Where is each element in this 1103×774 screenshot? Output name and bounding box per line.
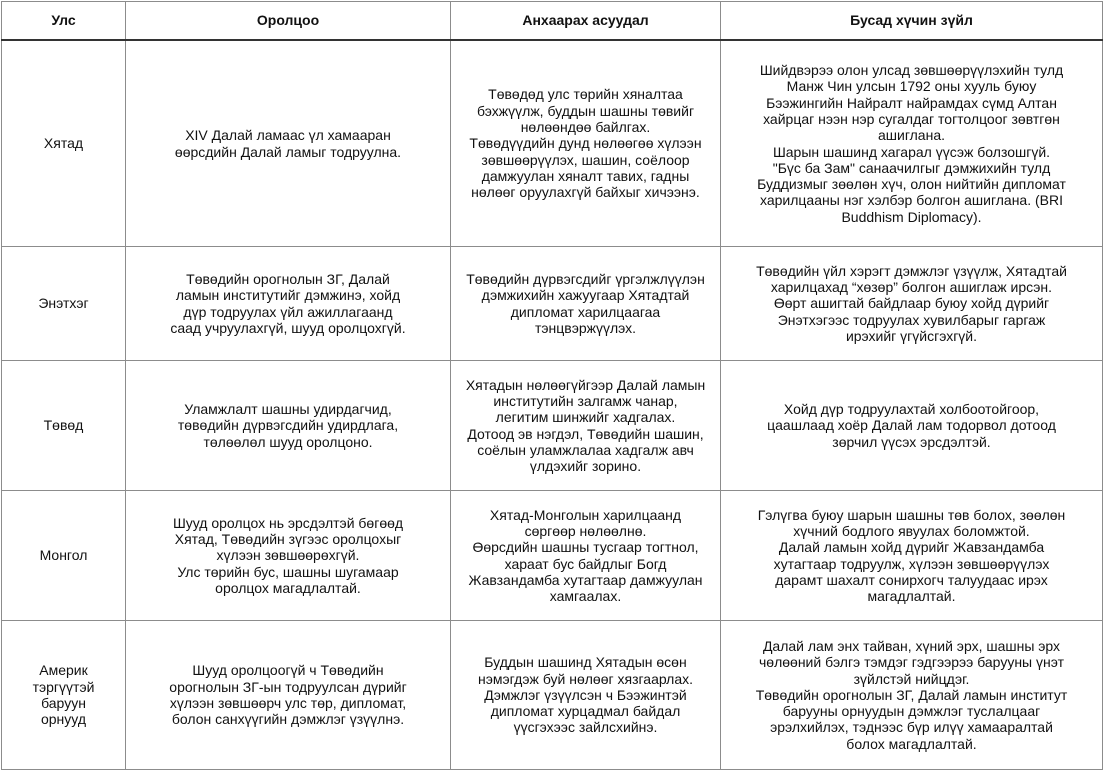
cell-country — [2, 621, 126, 770]
cell-concerns — [451, 247, 721, 361]
cell-country — [2, 491, 126, 621]
cell-other-factors — [721, 621, 1103, 770]
table-row — [2, 491, 1103, 621]
cell-participation — [126, 40, 451, 247]
header-country: Улс — [2, 2, 126, 41]
cell-participation — [126, 621, 451, 770]
header-participation: Оролцоо — [126, 2, 451, 41]
cell-country — [2, 40, 126, 247]
cell-text: Төвөдийн үйл хэрэгт дэмжлэг үзүүлж, Хятадтай харилцахад “хөзөр” болгон ашиглаж ирсэн. Өөрт ашигтай байдлаар буюу хойд дүрийг Энэтхэгээс тодруулах хувилбарыг гаргаж ирэхийг үгүйсгэхгүй. — [756, 262, 1067, 344]
cell-text: Америк тэргүүтэй баруун орнууд — [32, 662, 95, 728]
cell-concerns — [451, 40, 721, 247]
cell-participation — [126, 491, 451, 621]
cell-country — [2, 361, 126, 491]
header-concerns: Анхаарах асуудал — [451, 2, 721, 41]
header-row — [2, 2, 1103, 41]
cell-concerns — [451, 361, 721, 491]
cell-text: Шууд оролцоогүй ч Төвөдийн орогнолын ЗГ-ын тодруулсан дүрийг хүлээн зөвшөөрч улс төр, дипломат, болон санхүүгийн дэмжлэг үзүүлнэ. — [169, 662, 407, 728]
cell-other-factors — [721, 491, 1103, 621]
cell-text: Төвөдийн дүрвэгсдийг үргэлжлүүлэн дэмжихийн хажуугаар Хятадтай дипломат харилцаагаа тэнцвэржүүлэх. — [466, 270, 705, 336]
cell-country — [2, 247, 126, 361]
cell-concerns — [451, 491, 721, 621]
cell-text: Хойд дүр тодруулахтай холбоотойгоор, цаашлаад хоёр Далай лам тодорвол дотоод зөрчил үүсэх эрсдэлтэй. — [767, 401, 1056, 450]
cell-text: Далай лам энх тайван, хүний эрх, шашны эрх чөлөөний бэлгэ тэмдэг гэдгээрээ барууны үнэт зүйлстэй нийцдэг. Төвөдийн орогнолын ЗГ, Далай ламын институт барууны орнуудын дэмжлэг туслалцааг эрэлхийлэх, тэднээс бүр илүү хамааралтай болох магадлалтай. — [755, 637, 1068, 752]
comparison-table — [1, 1, 1103, 770]
table-row — [2, 247, 1103, 361]
table-header — [2, 2, 1103, 41]
cell-text: Гэлүгва буюу шарын шашны төв болох, зөөлөн хүчний бодлого явуулах боломжтой. Далай ламын хойд дүрийг Жавзандамба хутагтаар тодруулж, хүлээн зөвшөөрүүлэх дарамт шахалт сонирхогч талуудаас ирэх магадлалтай. — [757, 506, 1066, 605]
table-row — [2, 621, 1103, 770]
cell-text: Энэтхэг — [38, 295, 89, 312]
cell-other-factors — [721, 247, 1103, 361]
cell-participation — [126, 247, 451, 361]
cell-text: Хятад-Монголын харилцаанд сөргөөр нөлөөлнө. Өөрсдийн шашны тусгаар тогтнол, хараат бус байдлыг Богд Жавзандамба хутагтаар дамжуулан хамгаалах. — [468, 506, 703, 605]
cell-text: Төвөд — [43, 417, 84, 434]
cell-text: Шууд оролцох нь эрсдэлтэй бөгөөд Хятад, Төвөдийн зүгээс оролцохыг хүлээн зөвшөөрөхгүй. Улс төрийн бус, шашны шугамаар оролцох магадлалтай. — [172, 514, 404, 596]
table-row — [2, 361, 1103, 491]
table-body — [2, 40, 1103, 770]
cell-other-factors — [721, 40, 1103, 247]
cell-concerns — [451, 621, 721, 770]
cell-text: Төвөдөд улс төрийн хяналтаа бэхжүүлж, буддын шашны төвийг нөлөөндөө байлгах. Төвөдүүдийн дунд нөлөөгөө хүлээн зөвшөөрүүлэх, шашин, соёлоор дамжуулан хяналт тавих, гадны нөлөөг оруулахгүй байхыг хичээнэ. — [469, 86, 702, 201]
cell-text: XIV Далай ламаас үл хамааран өөрсдийн Далай ламыг тодруулна. — [174, 127, 402, 160]
cell-text: Хятадын нөлөөгүйгээр Далай ламын институтийн залгамж чанар, легитим шинжийг хадгалах. Дотоод эв нэгдэл, Төвөдийн шашин, соёлын уламжлалаа хадгалж авч үлдэхийг зорино. — [465, 376, 706, 475]
table-row — [2, 40, 1103, 247]
cell-text: Шийдвэрээ олон улсад зөвшөөрүүлэхийн тулд Манж Чин улсын 1792 оны хууль буюу Бээжингийн Найралт найрамдах сүмд Алтан хайрцаг нээн нэр сугалдаг тогтолцоог зөвтгөн ашиглана. Шарын шашинд хагарал үүсэж болзошгүй. "Бүс ба Зам" санаачилгыг дэмжихийн тулд Буддизмыг зөөлөн хүч, олон нийтийн дипломат харилцааны нэг хэлбэр болгон ашиглана. (BRI Buddhism Diplomacy). — [757, 62, 1066, 225]
cell-other-factors — [721, 361, 1103, 491]
cell-text: Буддын шашинд Хятадын өсөн нэмэгдэж буй нөлөөг хязгаарлах. Дэмжлэг үзүүлсэн ч Бээжинтэй дипломат хурцадмал байдал үүсгэхээс зайлсхийнэ. — [477, 654, 694, 736]
cell-text: Уламжлалт шашны удирдагчид, төвөдийн дүрвэгсдийн удирдлага, төлөөлөл шууд оролцоно. — [177, 401, 399, 450]
header-other-factors: Бусад хүчин зүйл — [721, 2, 1103, 41]
cell-text: Хятад — [43, 135, 84, 152]
cell-participation — [126, 361, 451, 491]
cell-text: Төвөдийн орогнолын ЗГ, Далай ламын институтийг дэмжинэ, хойд дүр тодруулах үйл ажиллагаанд саад учруулахгүй, шууд оролцохгүй. — [170, 270, 406, 336]
cell-text: Монгол — [39, 547, 88, 564]
